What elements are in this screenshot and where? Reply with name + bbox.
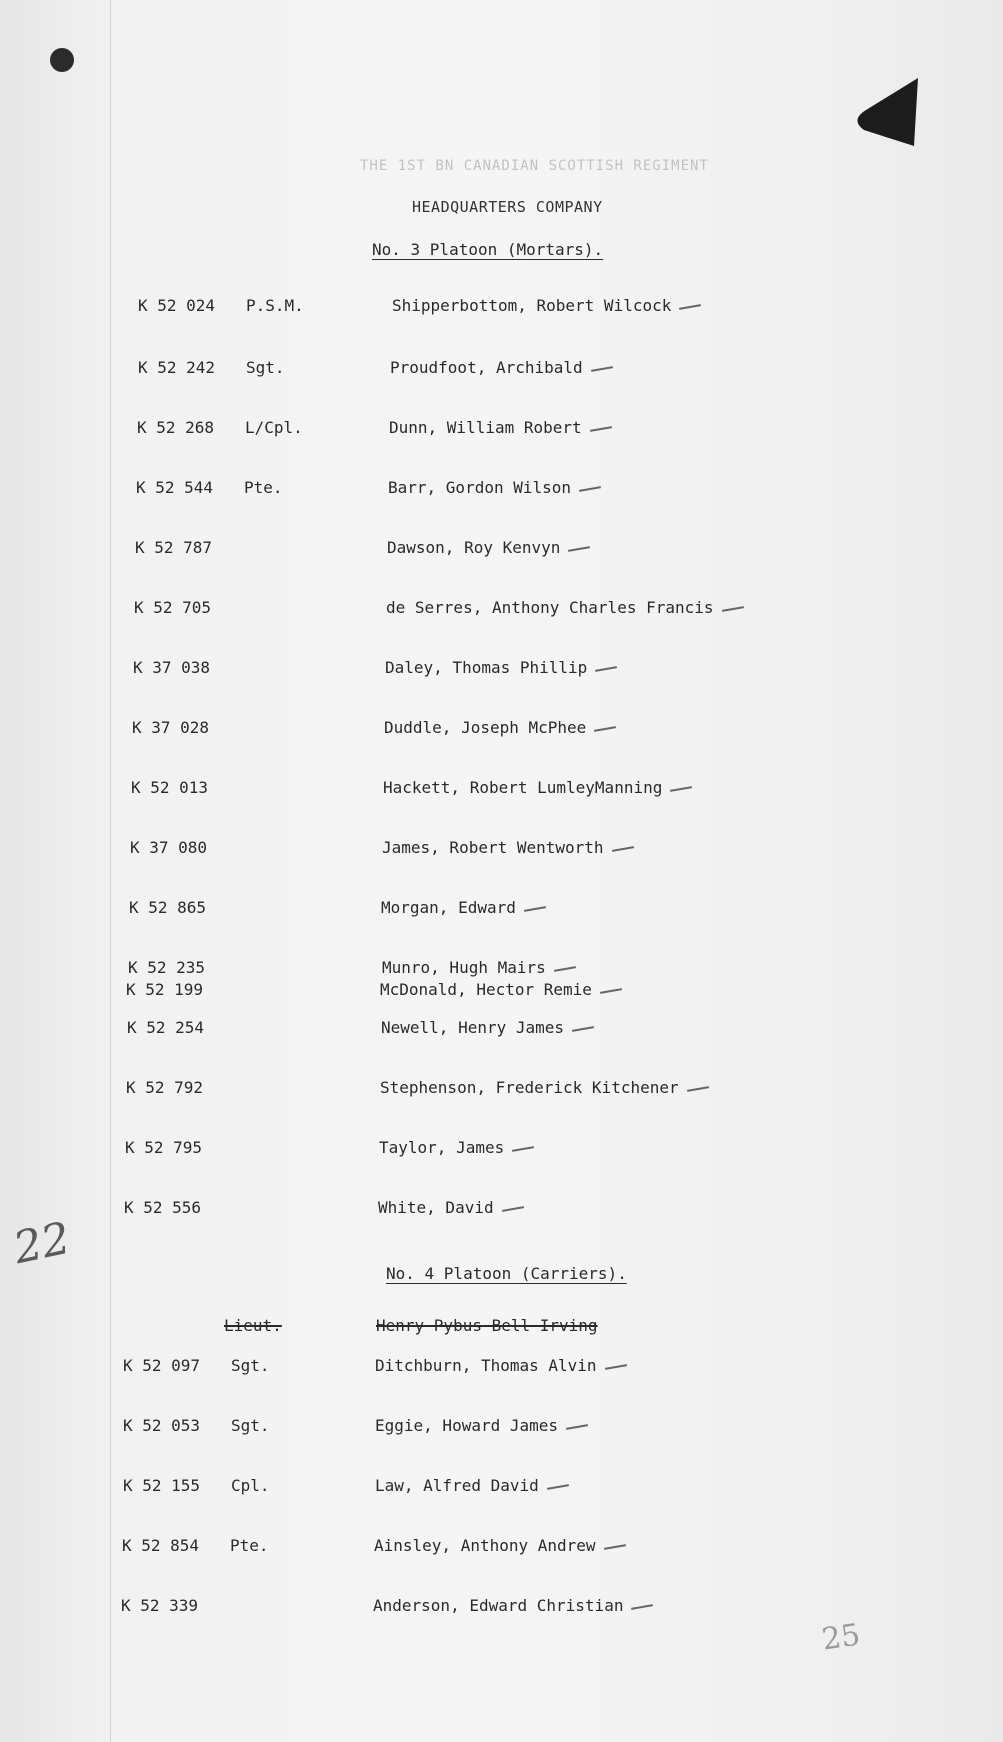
check-tick-mark (600, 988, 622, 994)
pencil-annotation: 25 (819, 1617, 863, 1658)
roster-row (126, 1078, 886, 1100)
check-tick-mark (594, 726, 616, 732)
check-tick-mark (568, 546, 590, 552)
roster-row (136, 478, 896, 500)
handwritten-page-number: 22 (9, 1212, 75, 1275)
soldier-name: White, David (378, 1198, 524, 1217)
service-number: K 52 787 (135, 538, 213, 557)
rank: Sgt. (246, 358, 285, 377)
roster-row (122, 1536, 882, 1558)
roster-row (131, 778, 891, 800)
service-number: K 52 339 (121, 1596, 199, 1615)
roster-row (133, 658, 893, 680)
struck-entry (124, 1316, 884, 1338)
roster-row (138, 358, 898, 380)
soldier-name: Ainsley, Anthony Andrew (374, 1536, 626, 1555)
rank: Pte. (244, 478, 283, 497)
check-tick-mark (590, 426, 612, 432)
soldier-name: Anderson, Edward Christian (373, 1596, 653, 1615)
roster-row (125, 1138, 885, 1160)
roster-row (135, 538, 895, 560)
service-number: K 52 097 (123, 1356, 201, 1375)
check-tick-mark (566, 1424, 588, 1430)
rank: Cpl. (231, 1476, 270, 1495)
roster-row (137, 418, 897, 440)
roster-row (138, 296, 898, 318)
check-tick-mark (547, 1484, 569, 1490)
roster-row (123, 1476, 883, 1498)
service-number: K 52 792 (126, 1078, 204, 1097)
check-tick-mark (679, 304, 701, 310)
roster-row (127, 1018, 887, 1040)
soldier-name: Eggie, Howard James (375, 1416, 588, 1435)
soldier-name: Law, Alfred David (375, 1476, 569, 1495)
check-tick-mark (591, 366, 613, 372)
rank: Pte. (230, 1536, 269, 1555)
service-number: K 52 053 (123, 1416, 201, 1435)
soldier-name: James, Robert Wentworth (382, 838, 634, 857)
check-tick-mark (579, 486, 601, 492)
margin-line (110, 0, 111, 1742)
service-number: K 52 235 (128, 958, 206, 977)
soldier-name: Newell, Henry James (381, 1018, 594, 1037)
service-number: K 52 854 (122, 1536, 200, 1555)
check-tick-mark (572, 1026, 594, 1032)
soldier-name: Stephenson, Frederick Kitchener (380, 1078, 709, 1097)
check-tick-mark (502, 1206, 524, 1212)
rank: P.S.M. (246, 296, 304, 315)
check-tick-mark (612, 846, 634, 852)
check-tick-mark (604, 1544, 626, 1550)
soldier-name: Proudfoot, Archibald (390, 358, 613, 377)
check-tick-mark (722, 606, 744, 612)
check-tick-mark (554, 966, 576, 972)
service-number: K 52 268 (137, 418, 215, 437)
soldier-name: Duddle, Joseph McPhee (384, 718, 616, 737)
punch-hole (50, 48, 74, 72)
service-number: K 52 155 (123, 1476, 201, 1495)
platoon-3-title: No. 3 Platoon (Mortars). (372, 240, 604, 259)
soldier-name: Barr, Gordon Wilson (388, 478, 601, 497)
roster-row (124, 1198, 884, 1220)
check-tick-mark (524, 906, 546, 912)
service-number: K 52 013 (131, 778, 209, 797)
rank: L/Cpl. (245, 418, 303, 437)
soldier-name: Munro, Hugh Mairs (382, 958, 576, 977)
soldier-name: McDonald, Hector Remie (380, 980, 622, 999)
service-number: K 52 865 (129, 898, 207, 917)
platoon-4-title: No. 4 Platoon (Carriers). (386, 1264, 627, 1283)
service-number: K 52 795 (125, 1138, 203, 1157)
soldier-name: Ditchburn, Thomas Alvin (375, 1356, 627, 1375)
roster-row (132, 718, 892, 740)
check-tick-mark (605, 1364, 627, 1370)
soldier-name: Daley, Thomas Phillip (385, 658, 617, 677)
roster-row (128, 958, 888, 980)
roster-row (130, 838, 890, 860)
rank: Sgt. (231, 1356, 270, 1375)
corner-tab-mark (850, 76, 920, 146)
roster-row (123, 1416, 883, 1438)
service-number: K 52 544 (136, 478, 214, 497)
service-number: K 52 254 (127, 1018, 205, 1037)
roster-row (126, 980, 886, 1002)
service-number: K 52 242 (138, 358, 216, 377)
soldier-name: Shipperbottom, Robert Wilcock (392, 296, 701, 315)
company-heading: HEADQUARTERS COMPANY (412, 198, 603, 216)
check-tick-mark (687, 1086, 709, 1092)
service-number: K 52 556 (124, 1198, 202, 1217)
roster-row (123, 1356, 883, 1378)
service-number: K 37 080 (130, 838, 208, 857)
check-tick-mark (595, 666, 617, 672)
service-number: K 37 028 (132, 718, 210, 737)
service-number: K 52 705 (134, 598, 212, 617)
soldier-name: Morgan, Edward (381, 898, 546, 917)
roster-row (134, 598, 894, 620)
check-tick-mark (670, 786, 692, 792)
faded-unit-header: THE 1ST BN CANADIAN SCOTTISH REGIMENT (360, 158, 709, 174)
service-number: K 37 038 (133, 658, 211, 677)
check-tick-mark (631, 1604, 653, 1610)
soldier-name: Henry Pybus Bell-Irving (376, 1316, 598, 1335)
soldier-name: Dunn, William Robert (389, 418, 612, 437)
soldier-name: de Serres, Anthony Charles Francis (386, 598, 744, 617)
soldier-name: Taylor, James (379, 1138, 534, 1157)
rank: Sgt. (231, 1416, 270, 1435)
roster-row (129, 898, 889, 920)
rank: Lieut. (224, 1316, 282, 1335)
soldier-name: Dawson, Roy Kenvyn (387, 538, 590, 557)
service-number: K 52 024 (138, 296, 216, 315)
check-tick-mark (512, 1146, 534, 1152)
service-number: K 52 199 (126, 980, 204, 999)
roster-row (121, 1596, 881, 1618)
soldier-name: Hackett, Robert LumleyManning (383, 778, 692, 797)
